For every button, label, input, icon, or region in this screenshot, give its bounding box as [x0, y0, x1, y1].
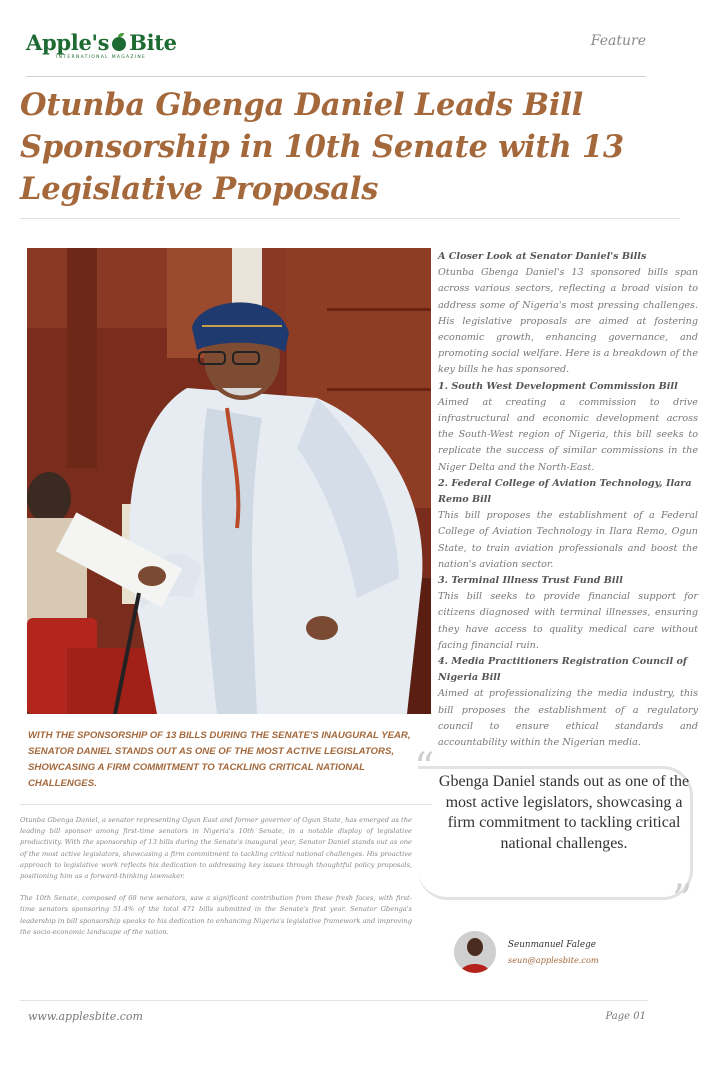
bill-text: This bill proposes the establishment of a Federal College of Aviation Technology in Ilara Remo, Ogun State, to train aviation professionals and boost the nation's aviation sector.	[438, 510, 698, 570]
bill-text: This bill seeks to provide financial support for citizens diagnosed with terminal illnesses, ensuring they have access to quality medical care without facing financial ruin.	[438, 591, 698, 651]
body-paragraph: Otunba Gbenga Daniel, a senator representing Ogun East and former governor of Ogun State, has emerged as the leading bill sponsor among first-time senators in Nigeria's 10th Senate, in a notable display of legislative productivity. With the sponsorship of 13 bills during the Senate's inaugural year, Senator Daniel stands out as one of the most active legislators, showcasing a firm commitment to tackling critical national challenges. His proactive approach to legislative work reflects his dedication to addressing key issues through thoughtful policy proposals, positioning him as a forward-thinking lawmaker.	[20, 816, 412, 881]
bill-text: Aimed at professionalizing the media industry, this bill proposes the establishment of a regulatory council to ensure ethical standards and accountability within the Nigerian media.	[438, 688, 698, 749]
magazine-logo	[26, 30, 177, 55]
apple-icon	[112, 37, 126, 51]
logo-text-right: Bite	[129, 30, 177, 55]
author-email[interactable]: seun@applesbite.com	[508, 955, 599, 965]
photo-caption: WITH THE SPONSORSHIP OF 13 BILLS DURING THE SENATE'S INAUGURAL YEAR, SENATOR DANIEL STANDS OUT AS ONE OF THE MOST ACTIVE LEGISLATORS, SHOWCASING A FIRM COMMITMENT TO TACKLING CRITICAL NATIONAL CHALLENGES.	[28, 730, 411, 789]
sidebar-intro: Otunba Gbenga Daniel's 13 sponsored bills span across various sectors, reflecting a broad vision to address some of Nigeria's most pressing challenges. His legislative proposals are aimed at fostering economic growth, enhancing governance, and promoting social welfare. Here is a breakdown of the key bills he has sponsored.	[438, 267, 698, 376]
bill-title: 2. Federal College of Aviation Technology, Ilara Remo Bill	[438, 477, 692, 506]
header-divider	[26, 76, 646, 77]
sidebar-heading: A Closer Look at Senator Daniel's Bills	[438, 251, 647, 262]
footer-url[interactable]: www.applesbite.com	[28, 1010, 143, 1023]
bill-title: 4. Media Practitioners Registration Council of Nigeria Bill	[438, 656, 688, 684]
senator-photo	[27, 248, 431, 714]
sidebar-article	[438, 249, 698, 751]
body-divider	[20, 804, 432, 805]
body-paragraph: The 10th Senate, composed of 68 new senators, saw a significant contribution from these fresh faces, with first-time senators sponsoring 51.4% of the total 471 bills submitted in the Senate's first year. Senator Gbenga's leadership in bill sponsorship speaks to his dedication to enhancing Nigeria's legislative framework and improving the socio-economic landscape of the nation.	[20, 894, 412, 936]
logo-text-left: Apple's	[26, 30, 110, 55]
headline-divider	[20, 218, 680, 219]
section-label: Feature	[590, 33, 646, 49]
footer-divider	[20, 1000, 648, 1001]
bill-title: 3. Terminal Illness Trust Fund Bill	[438, 575, 623, 587]
author-name: Seunmanuel Falege	[508, 940, 596, 950]
article-body	[20, 815, 412, 949]
article-headline: Otunba Gbenga Daniel Leads Bill Sponsorship in 10th Senate with 13 Legislative Proposals	[20, 87, 624, 207]
pull-quote: Gbenga Daniel stands out as one of the most active legislators, showcasing a firm commitment to tackling critical national challenges.	[438, 773, 690, 852]
open-quote-icon: “	[414, 745, 435, 791]
bill-title: 1. South West Development Commission Bill	[438, 380, 678, 392]
bill-text: Aimed at creating a commission to drive infrastructural and economic development across the South-West region of Nigeria, this bill seeks to replicate the success of similar commissions in the Niger Delta and the North-East.	[438, 396, 698, 473]
page-number: Page 01	[605, 1011, 646, 1022]
author-avatar	[454, 931, 496, 973]
close-quote-icon: ”	[672, 877, 693, 923]
logo-tagline: INTERNATIONAL MAGAZINE	[56, 55, 147, 60]
